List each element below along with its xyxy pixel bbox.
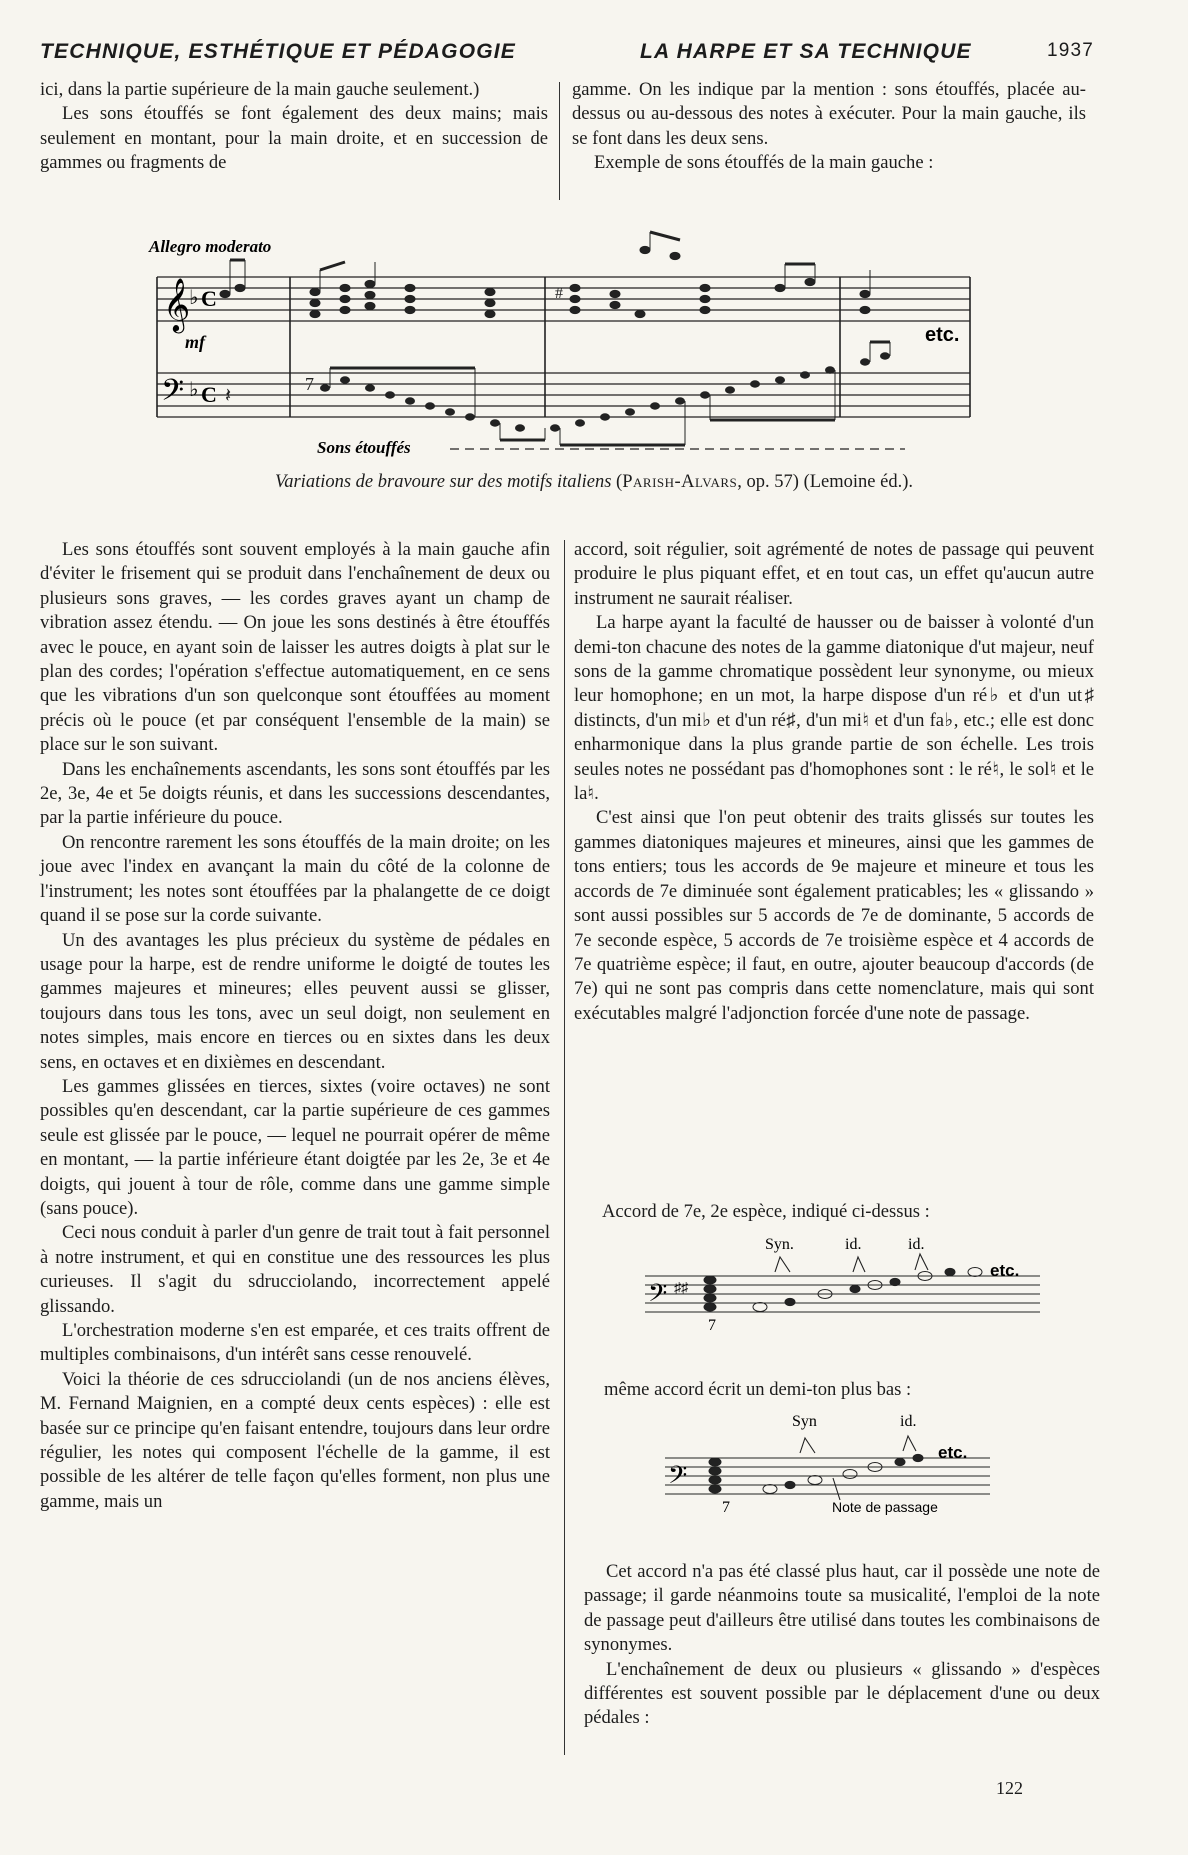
etc-label: etc. [925,324,960,346]
paragraph: Les gammes glissées en tierces, sixtes (voire octaves) ne sont possibles qu'en descendant, car la partie supérieure de ces gammes seule est glissée par le pouce, — lequel ne pourrait opérer de même en montant, — la partie inférieure étant doigtée par les 2e, 3e et 4e doigts, qui jouent à tour de rôle, comme dans une gamme simple (sans pouce). [40,1075,550,1219]
top-left-column [40,78,548,176]
page-number-top: 1937 [1047,40,1095,61]
running-header-left: TECHNIQUE, ESTHÉTIQUE ET PÉDAGOGIE [40,40,517,63]
caption-ref: , op. 57) (Lemoine éd.). [737,472,913,492]
paragraph: accord, soit régulier, soit agrémenté de notes de passage qui peuvent produire le plus piquant effet, et en tout cas, un effet qu'aucun autre instrument ne saurait réaliser. [574,539,1094,609]
example2-label: même accord écrit un demi-ton plus bas : [604,1379,912,1400]
paragraph: Un des avantages les plus précieux du système de pédales en usage pour la harpe, est de rendre uniforme le doigté de toutes les gammes majeures et mineures; elles peuvent aussi se glisser, toujours dans tous les tons, avec un seul doigt, non seulement en notes simples, mais encore en tierces ou en sixtes dans les deux sens, en octaves et en dixièmes en descendant. [40,929,550,1073]
paragraph: La harpe ayant la faculté de hausser ou de baisser à volonté d'un demi-ton chacune des notes de la gamme diatonique d'ut majeur, neuf sons de la gamme chromatique possèdent leur synonyme, ou mieux leur homophone; en un mot, la harpe dispose d'un ré♭ et d'un ut♯ distincts, d'un mi♭ et d'un ré♯, d'un mi♮ et d'un fa♭, etc.; elle est donc enharmonique dans la plus grande partie de son échelle. Les trois seules notes ne possédant pas d'homophones sont : le ré♮, le sol♮ et le la♮. [574,612,1094,805]
svg-text:7: 7 [305,374,314,394]
page-number-bottom: 122 [996,1778,1023,1798]
barlines [157,277,970,417]
paragraph: gamme. On les indique par la mention : sons étouffés, placée au-dessus ou au-dessous des notes à exécuter. Pour la main gauche, ils se font dans les deux sens. [572,79,1086,149]
bass-staff [157,373,970,417]
paragraph: On rencontre rarement les sons étouffés de la main droite; on les joue avec l'index en avançant la main du côté de la colonne de l'instrument; les notes sont étouffées par la phalangette de ce doigt quand il se pose sur la corde suivante. [40,831,550,927]
caption-title: Variations de bravoure sur des motifs italiens [274,472,612,492]
tempo-marking: Allegro moderato [149,237,272,256]
column-divider [559,82,560,200]
dynamic-marking: mf [185,332,205,352]
etc-label: etc. [990,1261,1020,1280]
paragraph: L'enchaînement de deux ou plusieurs « glissando » d'espèces différentes est souvent possible par le déplacement d'une ou deux pédales : [584,1658,1100,1729]
svg-text:♯♯: ♯♯ [674,1281,688,1296]
top-right-column [572,78,1086,176]
figured-number: 7 [708,1317,716,1332]
treble-clef-icon: 𝄞 [163,277,191,331]
svg-text:#: # [555,285,563,302]
paragraph: Exemple de sons étouffés de la main gauche : [594,152,934,174]
passing-note-label: Note de passage [832,1499,938,1515]
example1-label: Accord de 7e, 2e espèce, indiqué ci-dessus : [602,1201,930,1222]
svg-text:𝄢: 𝄢 [668,1462,688,1495]
paragraph: C'est ainsi que l'on peut obtenir des traits glissés sur toutes les gammes diatoniques majeures et mineures, ainsi que les gammes de tons entiers; tous les accords de 9e majeure et mineure et tous les accords de 7e diminuée sont également praticables; les « glissando » sont aussi possibles sur 5 accords de 7e de dominante, 5 accords de 7e seconde espèce, 5 accords de 7e troisième espèce et 4 accords de 7e quatrième espèce; il faut, en outre, ajouter beaucoup d'accords (de 7e) qui ne sont pas compris dans cette nomenclature, mais qui sont exécutables malgré l'adjonction forcée d'une note de passage. [574,807,1094,1024]
flat-icon: ♭ [189,287,199,309]
etc-label: etc. [938,1443,968,1462]
paragraph: Cet accord n'a pas été classé plus haut, car il possède une note de passage; il garde néanmoins toute sa musicalité, l'emploi de la note de passage peut d'ailleurs être utilisé dans toutes les combinaisons de synonymes. [584,1561,1100,1656]
chord-example-1 [640,1232,1060,1332]
paragraph: L'orchestration moderne s'en est emparée, et ces traits offrent de multiples combinaisons, d'un intérêt sans cesse renouvelé. [40,1320,550,1366]
paragraph: Ceci nous conduit à parler d'un genre de trait tout à fait personnel à notre instrument, et qui en constitue une des ressources les plus curieuses. Il s'agit du sdrucciolando, incorrectement appelé glissando. [40,1222,550,1317]
paragraph: Les sons étouffés se font également des deux mains; mais seulement en montant, pour la main droite, et en succession de gammes ou fragments de [40,103,548,174]
syn-label: Syn [792,1413,817,1430]
syn-label: Syn. [765,1236,794,1253]
paragraph: ici, dans la partie supérieure de la main gauche seulement.) [40,79,480,100]
bass-clef-icon: 𝄢 [161,374,185,415]
svg-text:𝄽: 𝄽 [225,385,232,407]
svg-text:𝄢: 𝄢 [648,1280,668,1313]
right-bottom-text [584,1560,1100,1731]
figured-number: 7 [722,1499,730,1516]
running-header-right: LA HARPE ET SA TECHNIQUE [640,40,972,63]
bass-notes [225,342,890,445]
paragraph: Les sons étouffés sont souvent employés à la main gauche afin d'éviter le frisement qui se produit dans l'enchaînement de deux ou plusieurs sons graves, — les cordes graves ayant un champ de vibration assez étendu. — On joue les sons destinés à être étouffés avec le pouce, en ayant soin de laisser les autres doigts à plat sur le plan des cordes; l'opération s'effectue automatiquement, en ce sens que les vibrations d'un son quelconque sont étouffées au moment précis où le pouce (et par conséquent l'ensemble de la main) se place sur le son suivant. [40,539,550,756]
music-score-example [145,230,975,470]
time-signature-c: C [201,286,217,311]
left-column [40,538,550,1514]
paragraph: Dans les enchaînements ascendants, les sons sont étouffés par les 2e, 3e, 4e et 5e doigts réunis, et dans les successions descendantes, par la partie inférieure du pouce. [40,758,550,829]
chord-example-2 [660,1408,1040,1518]
treble-staff [157,277,970,321]
time-signature-c: C [201,382,217,407]
paragraph: Voici la théorie de ces sdrucciolandi (un de nos anciens élèves, M. Fernand Maignien, en a compté deux cents espèces) : elle est basée sur ce principe qu'en faisant entendre, toujours dans leur ordre régulier, les notes qui composent l'échelle de la gamme, il est possible de les altérer de telle façon qu'elles forment, non plus une gamme, mais un [40,1368,550,1512]
id-label: id. [908,1236,925,1253]
score-caption: Variations de bravoure sur des motifs italiens (Parish-Alvars, op. 57) (Lemoine éd.). [274,472,913,492]
right-column [574,538,1094,1026]
id-label: id. [900,1413,917,1430]
caption-author: Parish-Alvars [622,472,738,492]
flat-icon: ♭ [189,379,199,401]
sons-etouffes-marking: Sons étouffés [317,438,411,457]
id-label: id. [845,1236,862,1253]
column-divider [564,540,565,1755]
